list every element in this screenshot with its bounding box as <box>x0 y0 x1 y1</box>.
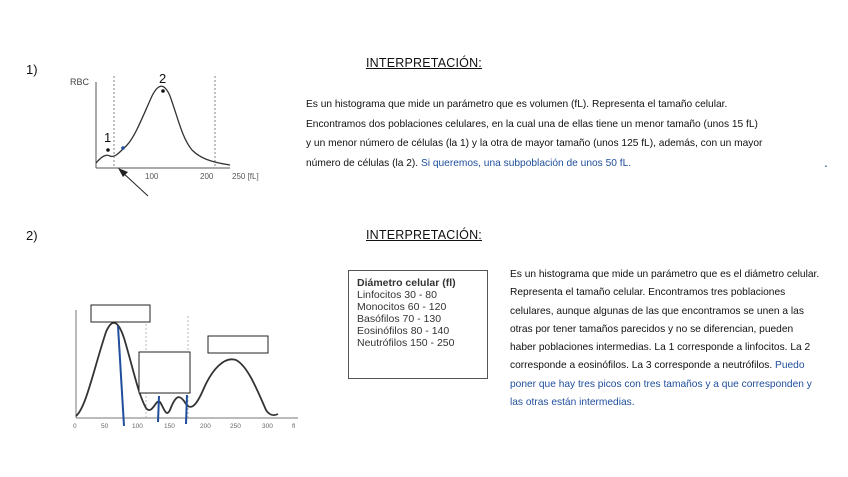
tick-100: 100 <box>145 172 159 181</box>
s2-line-2: Representa el tamaño celular. Encontramos tres poblaciones <box>510 287 786 299</box>
rbc-histogram <box>60 68 270 203</box>
table-row: Basófilos 70 - 130 <box>357 313 442 325</box>
s2-line-1: Es un histograma que mide un parámetro que es el diámetro celular. <box>510 269 820 280</box>
s1-line-2: Encontramos dos poblaciones celulares, en la cual una de ellas tiene un menor tamaño (unos 15 fL) <box>306 118 758 130</box>
subpopulation-marker <box>121 146 125 150</box>
tick-200b: 200 <box>200 423 211 430</box>
s1-line-4-blue: Si queremos, una subpoblación de unos 50 fL. <box>420 157 632 169</box>
peak-1-marker <box>106 148 110 152</box>
rbc-axis-label: RBC <box>70 77 90 87</box>
label-box-2 <box>139 352 190 393</box>
label-box-3 <box>208 336 268 353</box>
peak-1-label: 1 <box>104 130 112 145</box>
tick-0: 0 <box>73 423 77 430</box>
section-1-paragraph <box>306 95 816 173</box>
s2-line-4: otras por tener tamaños parecidos y no se diferencian, pueden <box>510 323 794 335</box>
tick-300: 300 <box>262 423 273 430</box>
s1-line-4-black: número de células (la 2). <box>306 157 421 169</box>
s2-line-6 <box>510 357 840 375</box>
peak-2-label: 2 <box>159 71 167 86</box>
tick-250: 250 [fL] <box>232 172 259 181</box>
rbc-curve <box>96 86 230 165</box>
section-2-heading: INTERPRETACIÓN: <box>366 228 482 242</box>
section-2-number: 2) <box>26 228 38 243</box>
table-title: Diámetro celular (fl) <box>357 277 456 289</box>
table-row: Eosinófilos 80 - 140 <box>357 325 450 337</box>
s2-line-3: celulares, aunque algunas de las que encontramos se unen a las <box>510 305 804 317</box>
tick-fl: fl <box>292 423 296 430</box>
s1-line-1: Es un histograma que mide un parámetro que es volumen (fL). Representa el tamaño celular. <box>306 99 728 110</box>
table-row: Monocitos 60 - 120 <box>357 301 447 313</box>
label-box-1 <box>91 305 150 322</box>
diameter-table <box>348 270 488 379</box>
tick-50: 50 <box>101 423 109 430</box>
tick-200: 200 <box>200 172 214 181</box>
s2-line-5: haber poblaciones intermedias. La 1 corresponde a linfocitos. La 2 <box>510 342 811 354</box>
s1-line-3: y un menor número de células (la 1) y la otra de mayor tamaño (unos 125 fL), además, con un mayor <box>306 138 763 150</box>
s2-line-6-blue: Puedo <box>775 360 805 372</box>
s2-line-7: poner que hay tres picos con tres tamaños y a que corresponden y <box>510 378 812 390</box>
tick-250b: 250 <box>230 423 241 430</box>
s2-line-8: las otras están intermedias. <box>510 397 635 409</box>
s1-line-4 <box>306 154 816 174</box>
stray-dot: . <box>824 154 828 170</box>
s2-line-6-black: corresponde a eosinófilos. La 3 corresponde a neutrófilos. <box>510 360 776 372</box>
peak-2-marker <box>161 89 165 93</box>
tick-100b: 100 <box>132 423 143 430</box>
annotation-line-3 <box>186 395 187 424</box>
annotation-line-2 <box>158 396 159 422</box>
table-row: Linfocitos 30 - 80 <box>357 289 437 301</box>
section-1-number: 1) <box>26 62 38 77</box>
annotation-line-1 <box>118 326 124 426</box>
tick-150: 150 <box>164 423 175 430</box>
section-1-heading: INTERPRETACIÓN: <box>366 56 482 70</box>
section-2-paragraph <box>510 266 840 412</box>
diameter-histogram <box>60 298 310 438</box>
table-row: Neutrófilos 150 - 250 <box>357 337 455 349</box>
